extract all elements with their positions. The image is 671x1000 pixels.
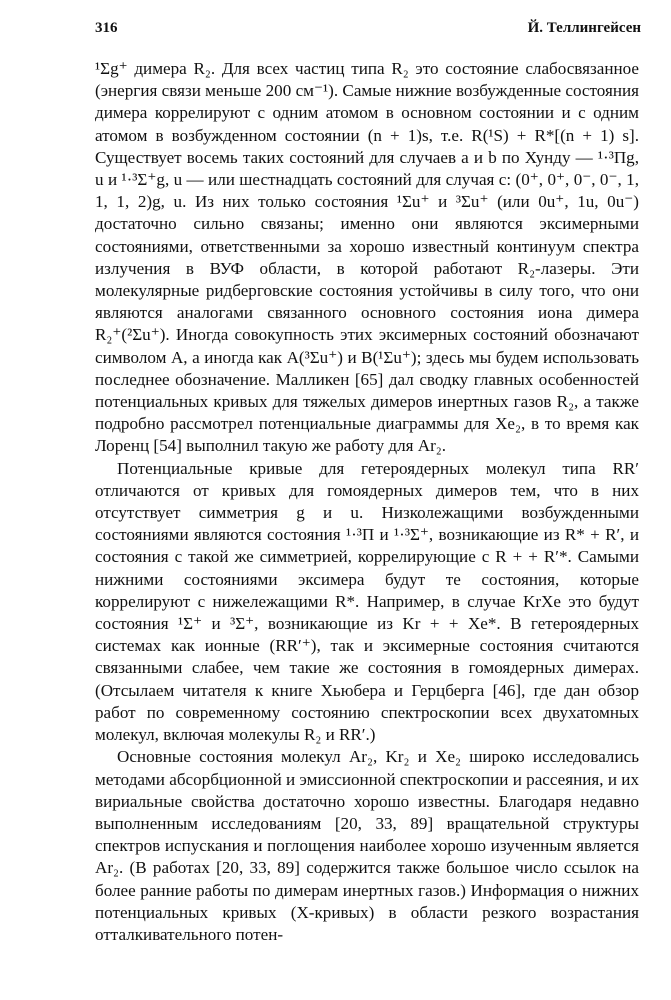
body-text — [95, 58, 639, 946]
paragraph: Основные состояния молекул Ar₂, Kr₂ и Xe₂ широко исследовались методами абсорбционной и эмиссионной спектроскопии и рассеяния, и их вириальные свойства достаточно хорошо известны. Благодаря недавно выполненным исследованиям [20, 33, 89] вращательной структуры спектров испускания и поглощения наиболее хорошо изученным является Ar₂. (В работах [20, 33, 89] содержится также большое число ссылок на более ранние работы по димерам инертных газов.) Информация о нижних потенциальных кривых (X-кривых) в области резкого возрастания отталкивательного потен- — [95, 747, 639, 944]
running-header — [95, 20, 641, 37]
paragraph: Потенциальные кривые для гетероядерных молекул типа RR′ отличаются от кривых для гомоядерных димеров тем, что в них отсутствует симметрия g и u. Низколежащими возбужденными состояниями являются состояния ¹·³Π и ¹·³Σ⁺, возникающие из R* + R′, и состояния с такой же симметрией, коррелирующие с R + + R′*. Самыми нижними состояниями эксимера будут те состояния, которые коррелируют с нижележащими R*. Например, в случае KrXe это будут состояния ¹Σ⁺ и ³Σ⁺, возникающие из Kr + + Xe*. В гетероядерных системах как ионные (RR′⁺), так и эксимерные состояния считаются связанными слабее, чем такие же состояния в гомоядерных димерах. (Отсылаем читателя к книге Хьюбера и Герцберга [46], где дан обзор работ по современному состоянию спектроскопии всех двухатомных молекул, включая молекулы R₂ и RR′.) — [95, 458, 639, 745]
running-head-author: Й. Теллингейсен — [527, 20, 641, 36]
paragraph: ¹Σg⁺ димера R₂. Для всех частиц типа R₂ это состояние слабосвязанное (энергия связи меньше 200 см⁻¹). Самые нижние возбужденные состояния димера коррелируют с одним атомом в основном состоянии и с одним атомом в возбужденном состоянии (n + 1)s, т.е. R(¹S) + R*[(n + 1) s]. Существует восемь таких состояний для случаев a и b по Хунду — ¹·³Πg, u и ¹·³Σ⁺g, u — или шестнадцать состояний для случая c: (0⁺, 0⁺, 0⁻, 0⁻, 1, 1, 1, 2)g, u. Из них только состояния ¹Σu⁺ и ³Σu⁺ (или 0u⁺, 1u, 0u⁻) достаточно сильно связаны; именно они являются эксимерными состояниями, ответственными за хорошо известный континуум спектра излучения в ВУФ области, в которой работают R₂-лазеры. Эти молекулярные ридберговские состояния устойчивы в силу того, что они являются аналогами связанного основного состояния иона димера R₂⁺(²Σu⁺). Иногда совокупность этих эксимерных состояний обозначают символом A, а иногда как A(³Σu⁺) и B(¹Σu⁺); здесь мы будем использовать последнее обозначение. Малликен [65] дал сводку главных особенностей потенциальных кривых для тяжелых димеров инертных газов R₂, а также подробно рассмотрел потенциальные диаграммы для Xe₂, в то время как Лоренц [54] выполнил такую же работу для Ar₂. — [95, 59, 639, 456]
page-number: 316 — [95, 20, 118, 36]
